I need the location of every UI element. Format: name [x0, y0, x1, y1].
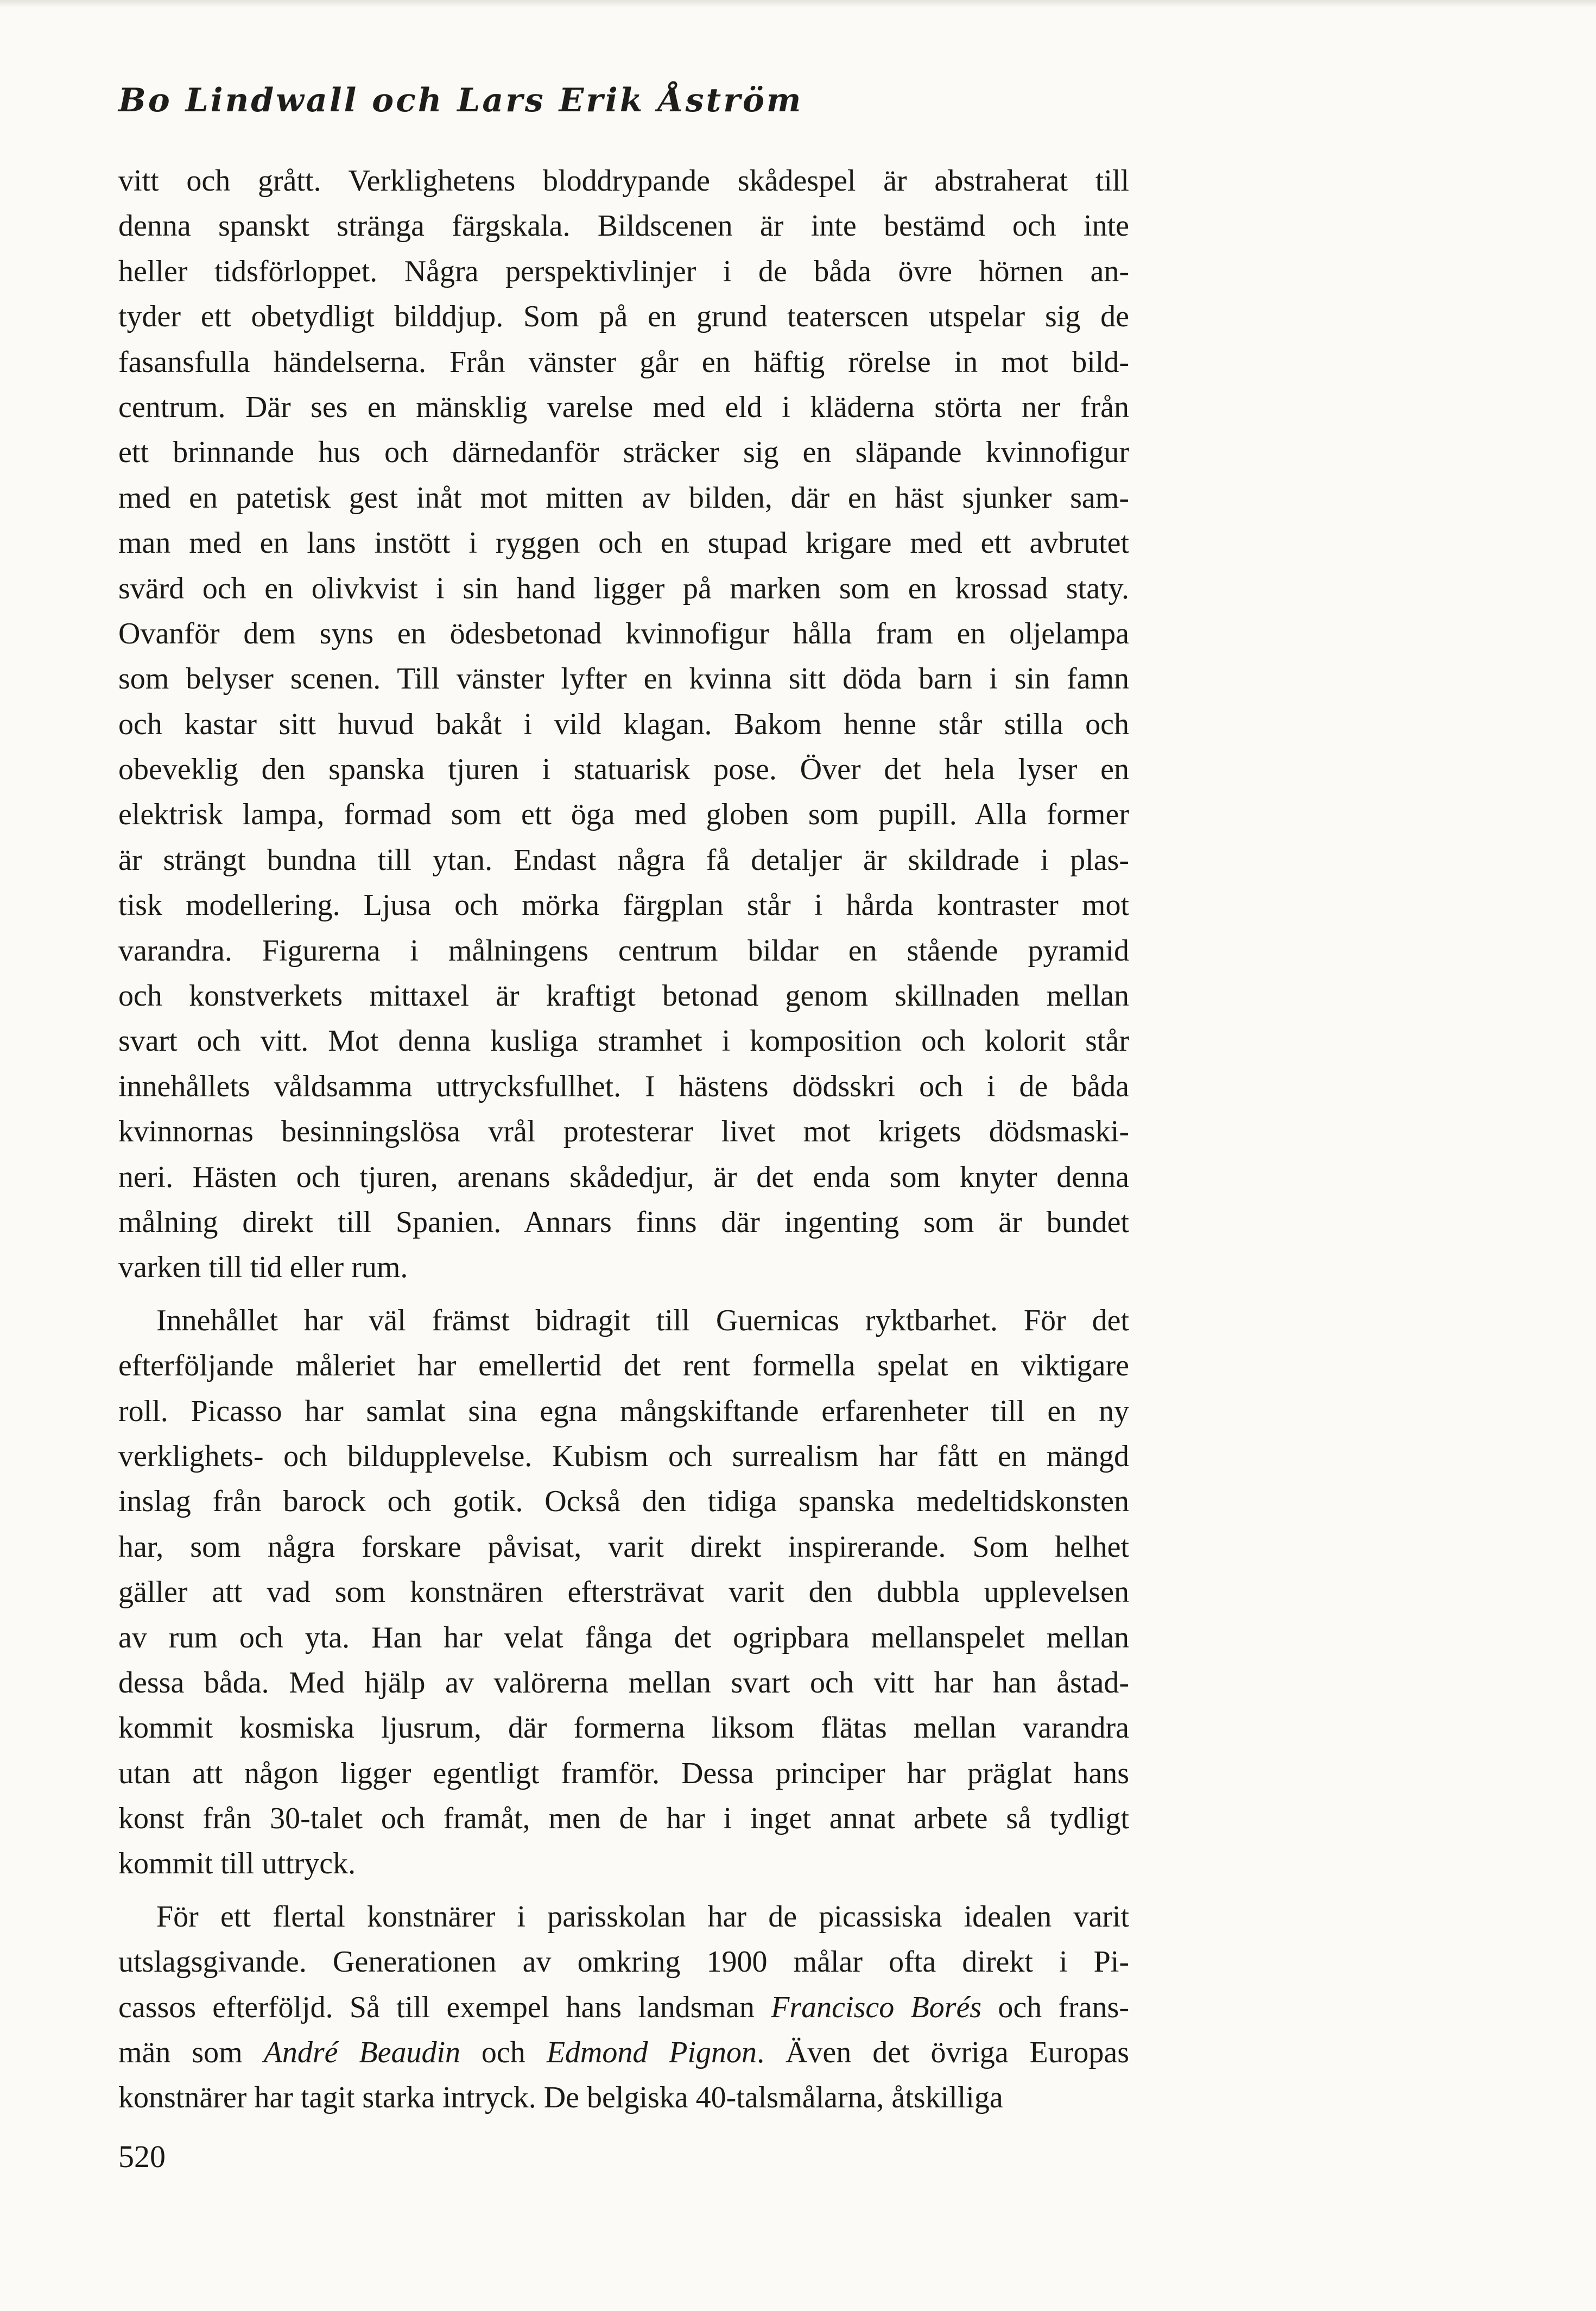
- text-line: dessa båda. Med hjälp av valörerna mellan svart och vitt har han åstad-: [118, 1665, 1129, 1700]
- text-line: man med en lans instött i ryggen och en stupad krigare med ett avbrutet: [118, 526, 1129, 560]
- page-top-edge: [0, 0, 1596, 8]
- text-line: kommit till uttryck.: [118, 1847, 356, 1881]
- text-line: Ovanför dem syns en ödesbetonad kvinnofigur hålla fram en oljelampa: [118, 616, 1129, 651]
- body-text: [118, 159, 1129, 2121]
- text-line: och konstverkets mittaxel är kraftigt betonad genom skillnaden mellan: [118, 979, 1129, 1013]
- text-line: varandra. Figurerna i målningens centrum bildar en stående pyramid: [118, 933, 1129, 968]
- text-line: kvinnornas besinningslösa vrål protesterar livet mot krigets dödsmaski-: [118, 1115, 1129, 1149]
- text-line: roll. Picasso har samlat sina egna mångskiftande erfarenheter till en ny: [118, 1394, 1129, 1428]
- text-line: centrum. Där ses en mänsklig varelse med eld i kläderna störta ner från: [118, 390, 1129, 424]
- text-line: konstnärer har tagit starka intryck. De belgiska 40-talsmålarna, åtskilliga: [118, 2081, 1003, 2115]
- text-line: innehållets våldsamma uttrycksfullhet. I hästens dödsskri och i de båda: [118, 1069, 1129, 1103]
- text-line: heller tidsförloppet. Några perspektivlinjer i de båda övre hörnen an-: [118, 254, 1129, 288]
- text-line: obeveklig den spanska tjuren i statuarisk pose. Över det hela lyser en: [118, 753, 1129, 787]
- text-line: män som André Beaudin och Edmond Pignon. Även det övriga Europas: [118, 2036, 1130, 2070]
- text-line: svart och vitt. Mot denna kusliga stramhet i komposition och kolorit står: [118, 1024, 1129, 1058]
- text-line: tyder ett obetydligt bilddjup. Som på en grund teaterscen utspelar sig de: [118, 300, 1129, 334]
- text-line: med en patetisk gest inåt mot mitten av bilden, där en häst sjunker sam-: [118, 481, 1129, 515]
- text-line: som belyser scenen. Till vänster lyfter en kvinna sitt döda barn i sin famn: [118, 662, 1129, 696]
- text-line: neri. Hästen och tjuren, arenans skådedjur, är det enda som knyter denna: [118, 1160, 1129, 1194]
- paragraph: [118, 1895, 1129, 2121]
- text-line: konst från 30-talet och framåt, men de har i inget annat arbete så tydligt: [118, 1802, 1129, 1836]
- paragraph: [118, 159, 1129, 1291]
- text-line: och kastar sitt huvud bakåt i vild klagan. Bakom henne står stilla och: [118, 707, 1129, 741]
- paragraph: [118, 1298, 1129, 1887]
- text-line: inslag från barock och gotik. Också den tidiga spanska medeltidskonsten: [118, 1485, 1129, 1519]
- text-line: målning direkt till Spanien. Annars finns där ingenting som är bundet: [118, 1205, 1129, 1239]
- text-line: tisk modellering. Ljusa och mörka färgplan står i hårda kontraster mot: [118, 888, 1129, 923]
- text-line: är strängt bundna till ytan. Endast några få detaljer är skildrade i plas-: [118, 843, 1129, 877]
- text-line: av rum och yta. Han har velat fånga det ogripbara mellanspelet mellan: [118, 1620, 1129, 1655]
- text-line: ett brinnande hus och därnedanför sträcker sig en släpande kvinnofigur: [118, 435, 1129, 470]
- text-line: kommit kosmiska ljusrum, där formerna liksom flätas mellan varandra: [118, 1711, 1129, 1745]
- text-line: cassos efterföljd. Så till exempel hans landsman Francisco Borés och frans-: [118, 1990, 1130, 2024]
- text-line: verklighets- och bildupplevelse. Kubism och surrealism har fått en mängd: [118, 1439, 1129, 1473]
- text-line: efterföljande måleriet har emellertid det rent formella spelat en viktigare: [118, 1349, 1129, 1383]
- text-line: denna spanskt stränga färgskala. Bildscenen är inte bestämd och inte: [118, 209, 1129, 243]
- text-line: gäller att vad som konstnären eftersträvat varit den dubbla upplevelsen: [118, 1575, 1129, 1609]
- text-line: varken till tid eller rum.: [118, 1251, 408, 1285]
- text-line: utan att någon ligger egentligt framför. Dessa principer har präglat hans: [118, 1756, 1129, 1790]
- page-number: 520: [118, 2139, 166, 2174]
- text-line: utslagsgivande. Generationen av omkring 1900 målar ofta direkt i Pi-: [118, 1945, 1129, 1979]
- text-line: har, som några forskare påvisat, varit direkt inspirerande. Som helhet: [118, 1530, 1129, 1564]
- text-line: svärd och en olivkvist i sin hand ligger på marken som en krossad staty.: [118, 571, 1129, 605]
- corner-scan-mark: [1492, 2274, 1557, 2311]
- text-line: fasansfulla händelserna. Från vänster går en häftig rörelse in mot bild-: [118, 345, 1129, 379]
- text-line: Innehållet har väl främst bidragit till Guernicas ryktbarhet. För det: [156, 1303, 1129, 1337]
- text-line: För ett flertal konstnärer i parisskolan har de picassiska idealen varit: [156, 1899, 1129, 1934]
- running-head: Bo Lindwall och Lars Erik Åström: [118, 81, 803, 119]
- text-line: elektrisk lampa, formad som ett öga med globen som pupill. Alla former: [118, 798, 1129, 832]
- text-line: vitt och grått. Verklighetens bloddrypande skådespel är abstraherat till: [118, 164, 1129, 198]
